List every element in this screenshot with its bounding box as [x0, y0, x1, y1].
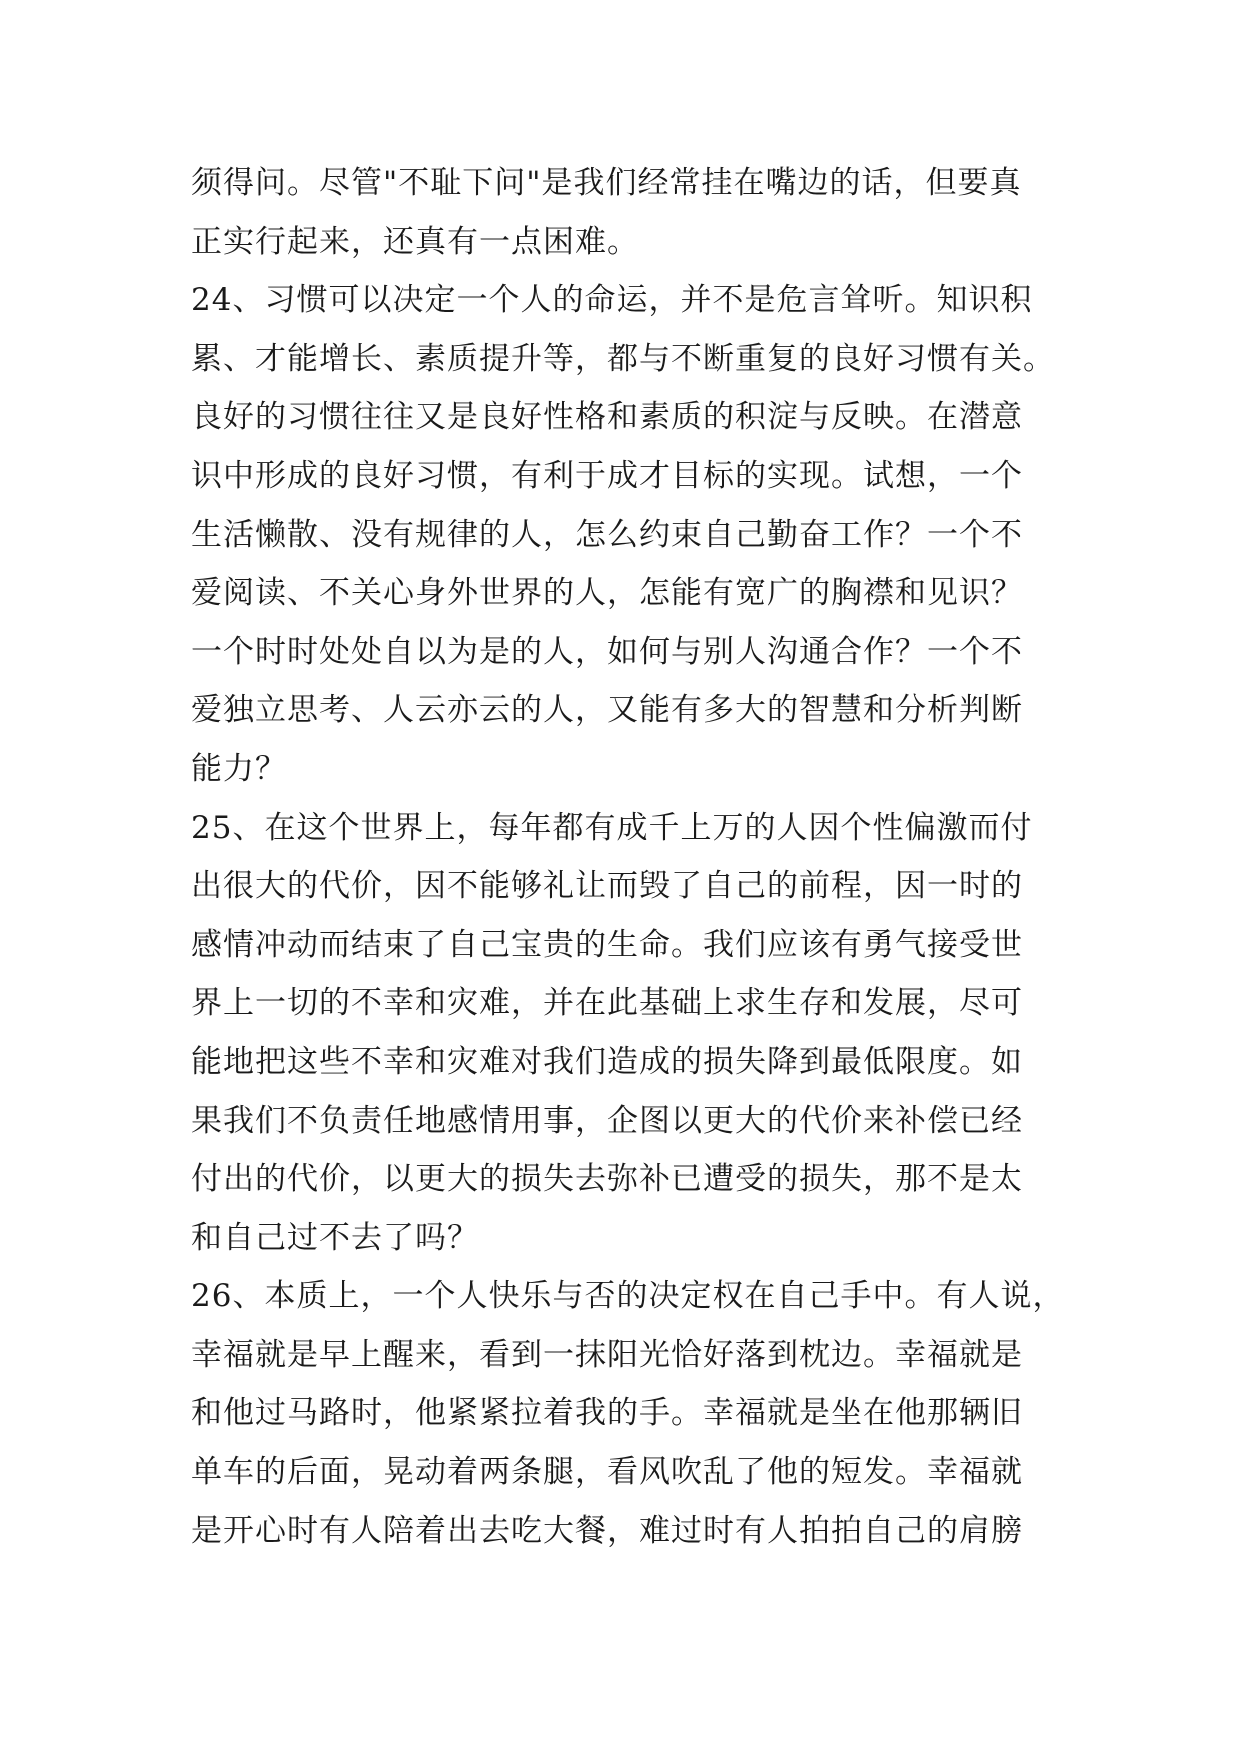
- text-line: 出很大的代价，因不能够礼让而毁了自己的前程，因一时的: [191, 868, 1023, 905]
- text-line: 爱独立思考、人云亦云的人，又能有多大的智慧和分析判断: [191, 692, 1023, 729]
- body-text: [191, 154, 1065, 1560]
- text-line: 25、在这个世界上，每年都有成千上万的人因个性偏激而付: [191, 809, 1033, 846]
- text-line: 和自己过不去了吗？: [191, 1219, 479, 1256]
- text-line: 爱阅读、不关心身外世界的人，怎能有宽广的胸襟和见识？: [191, 575, 1023, 612]
- text-line: 须得问。尽管"不耻下问"是我们经常挂在嘴边的话，但要真: [191, 165, 1022, 201]
- text-line: 24、习惯可以决定一个人的命运，并不是危言耸听。知识积: [191, 282, 1033, 319]
- text-line: 正实行起来，还真有一点困难。: [191, 223, 639, 260]
- text-line: 良好的习惯往往又是良好性格和素质的积淀与反映。在潜意: [191, 399, 1023, 436]
- text-line: 和他过马路时，他紧紧拉着我的手。幸福就是坐在他那辆旧: [191, 1395, 1023, 1432]
- text-line: 26、本质上，一个人快乐与否的决定权在自己手中。有人说，: [191, 1278, 1065, 1315]
- text-line: 一个时时处处自以为是的人，如何与别人沟通合作？一个不: [191, 633, 1023, 670]
- text-line: 累、才能增长、素质提升等，都与不断重复的良好习惯有关。: [191, 340, 1055, 377]
- text-line: 界上一切的不幸和灾难，并在此基础上求生存和发展，尽可: [191, 985, 1023, 1022]
- text-line: 是开心时有人陪着出去吃大餐，难过时有人拍拍自己的肩膀: [191, 1512, 1023, 1549]
- text-line: 能地把这些不幸和灾难对我们造成的损失降到最低限度。如: [191, 1043, 1023, 1080]
- text-line: 识中形成的良好习惯，有利于成才目标的实现。试想，一个: [191, 457, 1023, 494]
- text-line: 能力？: [191, 750, 287, 787]
- text-line: 单车的后面，晃动着两条腿，看风吹乱了他的短发。幸福就: [191, 1454, 1023, 1491]
- text-line: 感情冲动而结束了自己宝贵的生命。我们应该有勇气接受世: [191, 926, 1023, 963]
- text-line: 付出的代价，以更大的损失去弥补已遭受的损失，那不是太: [191, 1161, 1023, 1198]
- text-line: 生活懒散、没有规律的人，怎么约束自己勤奋工作？一个不: [191, 516, 1023, 553]
- text-line: 果我们不负责任地感情用事，企图以更大的代价来补偿已经: [191, 1102, 1023, 1139]
- text-line: 幸福就是早上醒来，看到一抹阳光恰好落到枕边。幸福就是: [191, 1336, 1023, 1373]
